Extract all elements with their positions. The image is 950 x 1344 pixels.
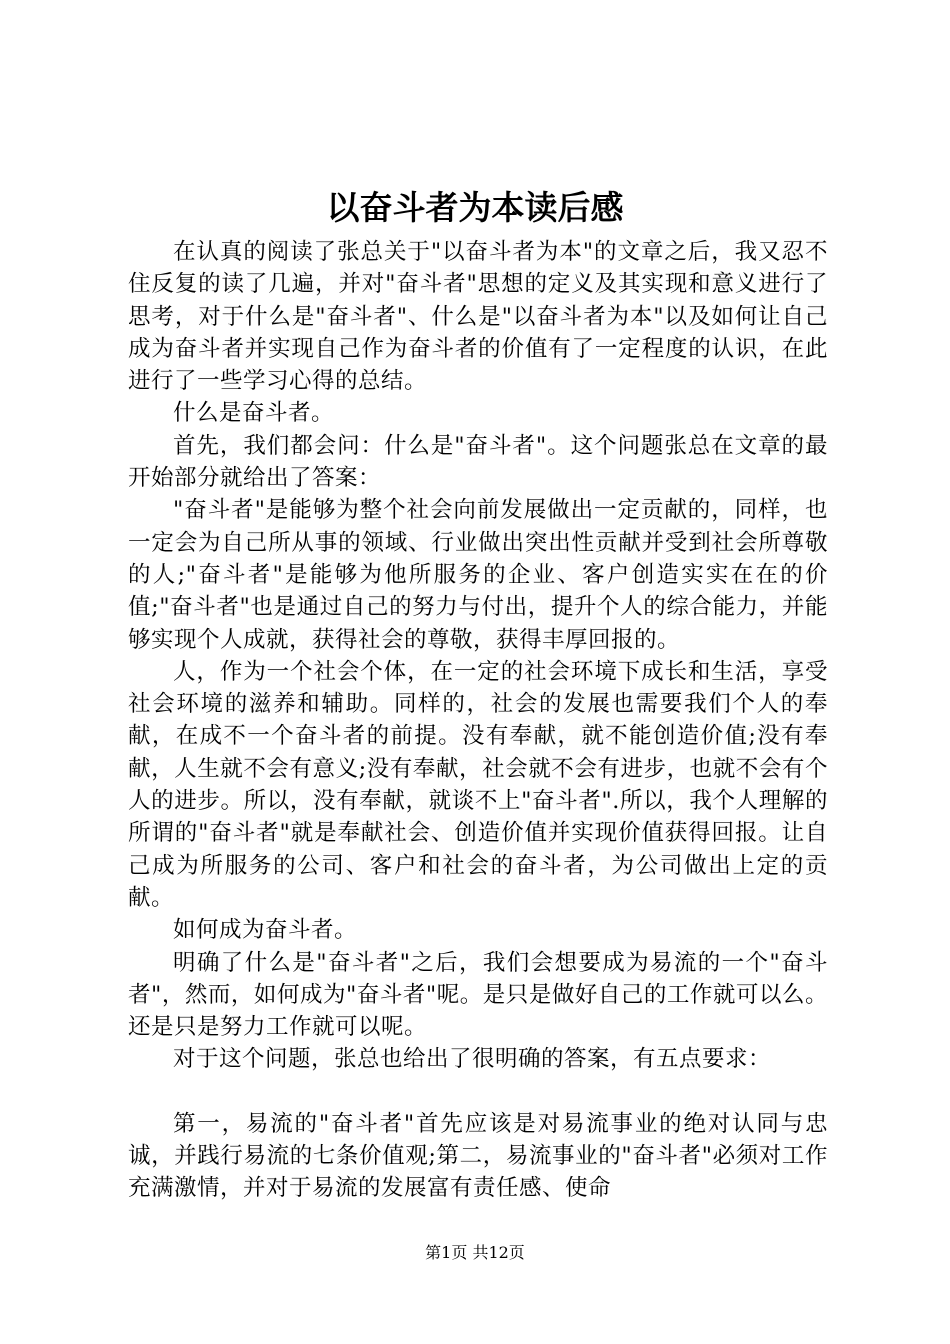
heading-what-is-striver: 什么是奋斗者。 xyxy=(173,400,335,427)
paragraph-first-second: 第一，易流的"奋斗者"首先应该是对易流事业的绝对认同与忠诚，并践行易流的七条价值观;第二，易流事业的"奋斗者"必须对工作充满激情，并对于易流的发展富有责任感、使命 xyxy=(128,1110,828,1202)
paragraph-definition: "奋斗者"是能够为整个社会向前发展做出一定贡献的，同样，也一定会为自己所从事的领域、行业做出突出性贡献并受到社会所尊敬的人;"奋斗者"是能够为他所服务的企业、客户创造实实在在的价值;"奋斗者"也是通过自己的努力与付出，提升个人的综合能力，并能够实现个人成就，获得社会的尊敬，获得丰厚回报的。 xyxy=(128,497,828,653)
paragraph-contribution: 人，作为一个社会个体，在一定的社会环境下成长和生活，享受社会环境的滋养和辅助。同样的，社会的发展也需要我们个人的奉献，在成不一个奋斗者的前提。没有奉献，就不能创造价值;没有奉献，人生就不会有意义;没有奉献，社会就不会有进步，也就不会有个人的进步。所以，没有奉献，就谈不上"奋斗者".所以，我个人理解的所谓的"奋斗者"就是奉献社会、创造价值并实现价值获得回报。让自己成为所服务的公司、客户和社会的奋斗者，为公司做出上定的贡献。 xyxy=(128,658,828,911)
page-footer: 第1页 共12页 xyxy=(425,1243,525,1262)
document-title: 以奋斗者为本读后感 xyxy=(326,188,624,227)
heading-how-to-become: 如何成为奋斗者。 xyxy=(173,917,358,944)
paragraph-question: 首先，我们都会问：什么是"奋斗者"。这个问题张总在文章的最开始部分就给出了答案： xyxy=(128,432,828,492)
paragraph-intro: 在认真的阅读了张总关于"以奋斗者为本"的文章之后，我又忍不住反复的读了几遍，并对"奋斗者"思想的定义及其实现和意义进行了思考，对于什么是"奋斗者"、什么是"以奋斗者为本"以及如何让自己成为奋斗者并实现自己作为奋斗者的价值有了一定程度的认识，在此进行了一些学习心得的总结。 xyxy=(128,239,828,395)
paragraph-five-requirements: 对于这个问题，张总也给出了很明确的答案，有五点要求： xyxy=(173,1046,772,1073)
document-body xyxy=(128,236,828,1205)
blank-line xyxy=(128,1076,828,1108)
paragraph-how: 明确了什么是"奋斗者"之后，我们会想要成为易流的一个"奋斗者"，然而，如何成为"奋斗者"呢。是只是做好自己的工作就可以么。还是只是努力工作就可以呢。 xyxy=(128,949,828,1041)
